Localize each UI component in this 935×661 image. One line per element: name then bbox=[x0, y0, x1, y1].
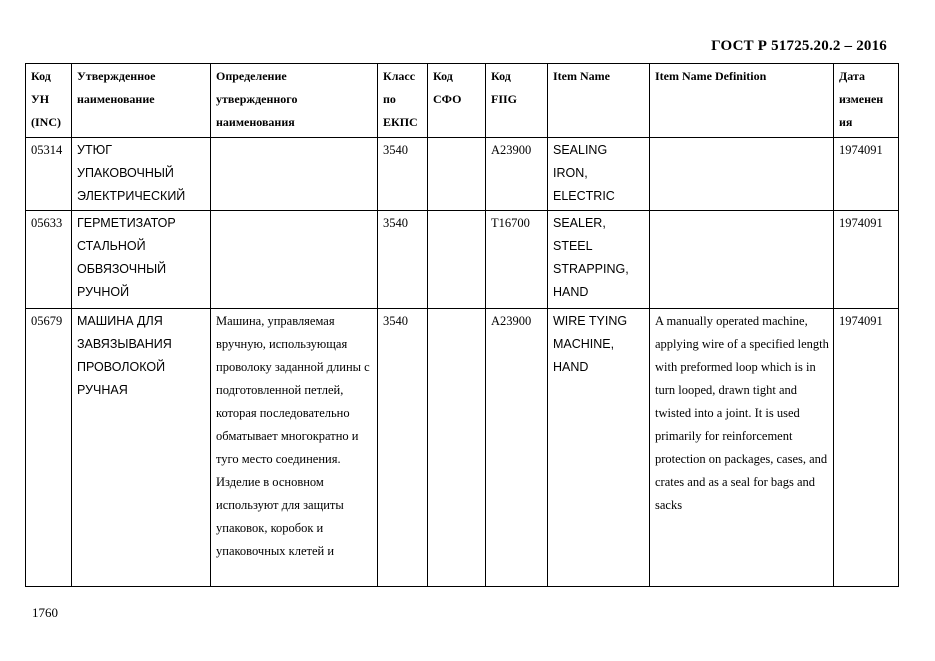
column-header-fiig: Код FIIG bbox=[486, 64, 548, 138]
cell-approved-name: МАШИНА ДЛЯ ЗАВЯЗЫВАНИЯ ПРОВОЛОКОЙ РУЧНАЯ bbox=[72, 309, 211, 587]
cell-fiig: A23900 bbox=[486, 309, 548, 587]
table-row bbox=[26, 138, 899, 211]
cell-class: 3540 bbox=[378, 309, 428, 587]
column-header-definition: Определение утвержденного наименования bbox=[211, 64, 378, 138]
cell-date: 1974091 bbox=[834, 211, 899, 309]
column-header-sfo: Код СФО bbox=[428, 64, 486, 138]
cell-item-name: WIRE TYING MACHINE, HAND bbox=[548, 309, 650, 587]
cell-fiig: T16700 bbox=[486, 211, 548, 309]
cell-approved-name: УТЮГ УПАКОВОЧНЫЙ ЭЛЕКТРИЧЕСКИЙ bbox=[72, 138, 211, 211]
column-header-code: Код УН (INC) bbox=[26, 64, 72, 138]
cell-fiig: A23900 bbox=[486, 138, 548, 211]
cell-date: 1974091 bbox=[834, 138, 899, 211]
cell-item-definition bbox=[650, 211, 834, 309]
cell-date: 1974091 bbox=[834, 309, 899, 587]
cell-item-name: SEALER, STEEL STRAPPING, HAND bbox=[548, 211, 650, 309]
document-header: ГОСТ Р 51725.20.2 – 2016 bbox=[711, 38, 887, 54]
cell-item-name: SEALING IRON, ELECTRIC bbox=[548, 138, 650, 211]
column-header-class: Класс по ЕКПС bbox=[378, 64, 428, 138]
cell-definition: Машина, управляемая вручную, использующая проволоку заданной длины с подготовленной петлей, которая последовательно обматывает многократно и туго место соединения. Изделие в основном используют для защиты упаковок, коробок и упаковочных клетей и bbox=[211, 309, 378, 587]
cell-class: 3540 bbox=[378, 211, 428, 309]
page-number: 1760 bbox=[32, 605, 58, 620]
cell-code: 05679 bbox=[26, 309, 72, 587]
cell-sfo bbox=[428, 211, 486, 309]
cell-definition bbox=[211, 138, 378, 211]
cell-item-definition bbox=[650, 138, 834, 211]
cell-item-definition: A manually operated machine, applying wire of a specified length with preformed loop which is in turn looped, drawn tight and twisted into a joint. It is used primarily for reinforcement protection on packages, cases, and crates and as a seal for bags and sacks bbox=[650, 309, 834, 587]
cell-class: 3540 bbox=[378, 138, 428, 211]
cell-approved-name: ГЕРМЕТИЗАТОР СТАЛЬНОЙ ОБВЯЗОЧНЫЙ РУЧНОЙ bbox=[72, 211, 211, 309]
column-header-item-definition: Item Name Definition bbox=[650, 64, 834, 138]
table-row bbox=[26, 309, 899, 587]
catalog-table bbox=[25, 63, 899, 587]
cell-sfo bbox=[428, 138, 486, 211]
cell-definition bbox=[211, 211, 378, 309]
cell-code: 05633 bbox=[26, 211, 72, 309]
table-row bbox=[26, 211, 899, 309]
column-header-date: Дата изменен ия bbox=[834, 64, 899, 138]
cell-sfo bbox=[428, 309, 486, 587]
cell-code: 05314 bbox=[26, 138, 72, 211]
table-header-row bbox=[26, 64, 899, 138]
column-header-item-name: Item Name bbox=[548, 64, 650, 138]
column-header-approved-name: Утвержденное наименование bbox=[72, 64, 211, 138]
